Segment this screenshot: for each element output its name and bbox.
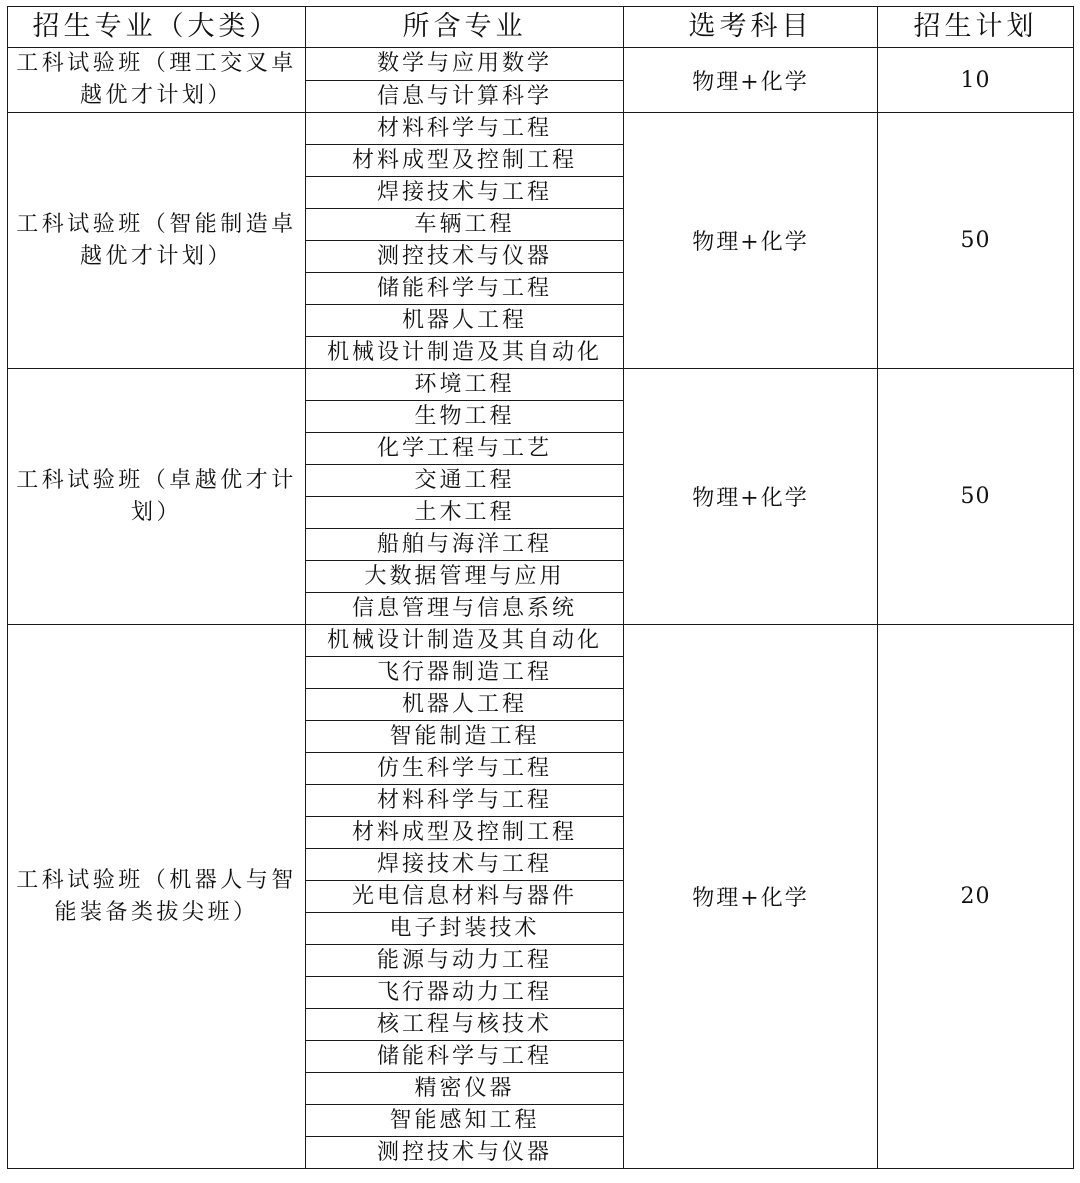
major-cell: 仿生科学与工程	[306, 753, 624, 785]
major-cell: 材料科学与工程	[306, 113, 624, 145]
category-cell: 工科试验班（机器人与智能装备类拔尖班）	[8, 625, 306, 1169]
table-row	[8, 48, 1074, 81]
table-row	[8, 113, 1074, 145]
major-cell: 智能制造工程	[306, 721, 624, 753]
major-cell: 机器人工程	[306, 305, 624, 337]
major-cell: 材料成型及控制工程	[306, 145, 624, 177]
major-cell: 测控技术与仪器	[306, 241, 624, 273]
subjects-cell: 物理+化学	[624, 369, 878, 625]
major-cell: 飞行器制造工程	[306, 657, 624, 689]
plan-cell: 50	[878, 113, 1074, 369]
header-row	[8, 7, 1074, 48]
major-cell: 机器人工程	[306, 689, 624, 721]
major-cell: 交通工程	[306, 465, 624, 497]
major-cell: 智能感知工程	[306, 1105, 624, 1137]
major-cell: 大数据管理与应用	[306, 561, 624, 593]
category-cell: 工科试验班（理工交叉卓越优才计划）	[8, 48, 306, 113]
header-subjects: 选考科目	[624, 7, 878, 48]
major-cell: 材料成型及控制工程	[306, 817, 624, 849]
major-cell: 焊接技术与工程	[306, 849, 624, 881]
major-cell: 飞行器动力工程	[306, 977, 624, 1009]
subjects-cell: 物理+化学	[624, 625, 878, 1169]
major-cell: 精密仪器	[306, 1073, 624, 1105]
major-cell: 机械设计制造及其自动化	[306, 337, 624, 369]
category-cell: 工科试验班（卓越优才计划）	[8, 369, 306, 625]
major-cell: 土木工程	[306, 497, 624, 529]
plan-cell: 50	[878, 369, 1074, 625]
major-cell: 测控技术与仪器	[306, 1137, 624, 1169]
major-cell: 能源与动力工程	[306, 945, 624, 977]
major-cell: 生物工程	[306, 401, 624, 433]
major-cell: 化学工程与工艺	[306, 433, 624, 465]
table-row	[8, 369, 1074, 401]
admissions-table	[7, 6, 1074, 1169]
header-plan: 招生计划	[878, 7, 1074, 48]
subjects-cell: 物理+化学	[624, 48, 878, 113]
major-cell: 材料科学与工程	[306, 785, 624, 817]
header-majors: 所含专业	[306, 7, 624, 48]
major-cell: 焊接技术与工程	[306, 177, 624, 209]
plan-cell: 10	[878, 48, 1074, 113]
header-category: 招生专业（大类）	[8, 7, 306, 48]
major-cell: 环境工程	[306, 369, 624, 401]
major-cell: 数学与应用数学	[306, 48, 624, 81]
major-cell: 光电信息材料与器件	[306, 881, 624, 913]
major-cell: 电子封装技术	[306, 913, 624, 945]
table-row	[8, 625, 1074, 657]
subjects-cell: 物理+化学	[624, 113, 878, 369]
major-cell: 机械设计制造及其自动化	[306, 625, 624, 657]
major-cell: 信息与计算科学	[306, 80, 624, 113]
major-cell: 船舶与海洋工程	[306, 529, 624, 561]
major-cell: 信息管理与信息系统	[306, 593, 624, 625]
major-cell: 核工程与核技术	[306, 1009, 624, 1041]
plan-cell: 20	[878, 625, 1074, 1169]
category-cell: 工科试验班（智能制造卓越优才计划）	[8, 113, 306, 369]
major-cell: 储能科学与工程	[306, 1041, 624, 1073]
table-body	[8, 48, 1074, 1169]
major-cell: 储能科学与工程	[306, 273, 624, 305]
major-cell: 车辆工程	[306, 209, 624, 241]
